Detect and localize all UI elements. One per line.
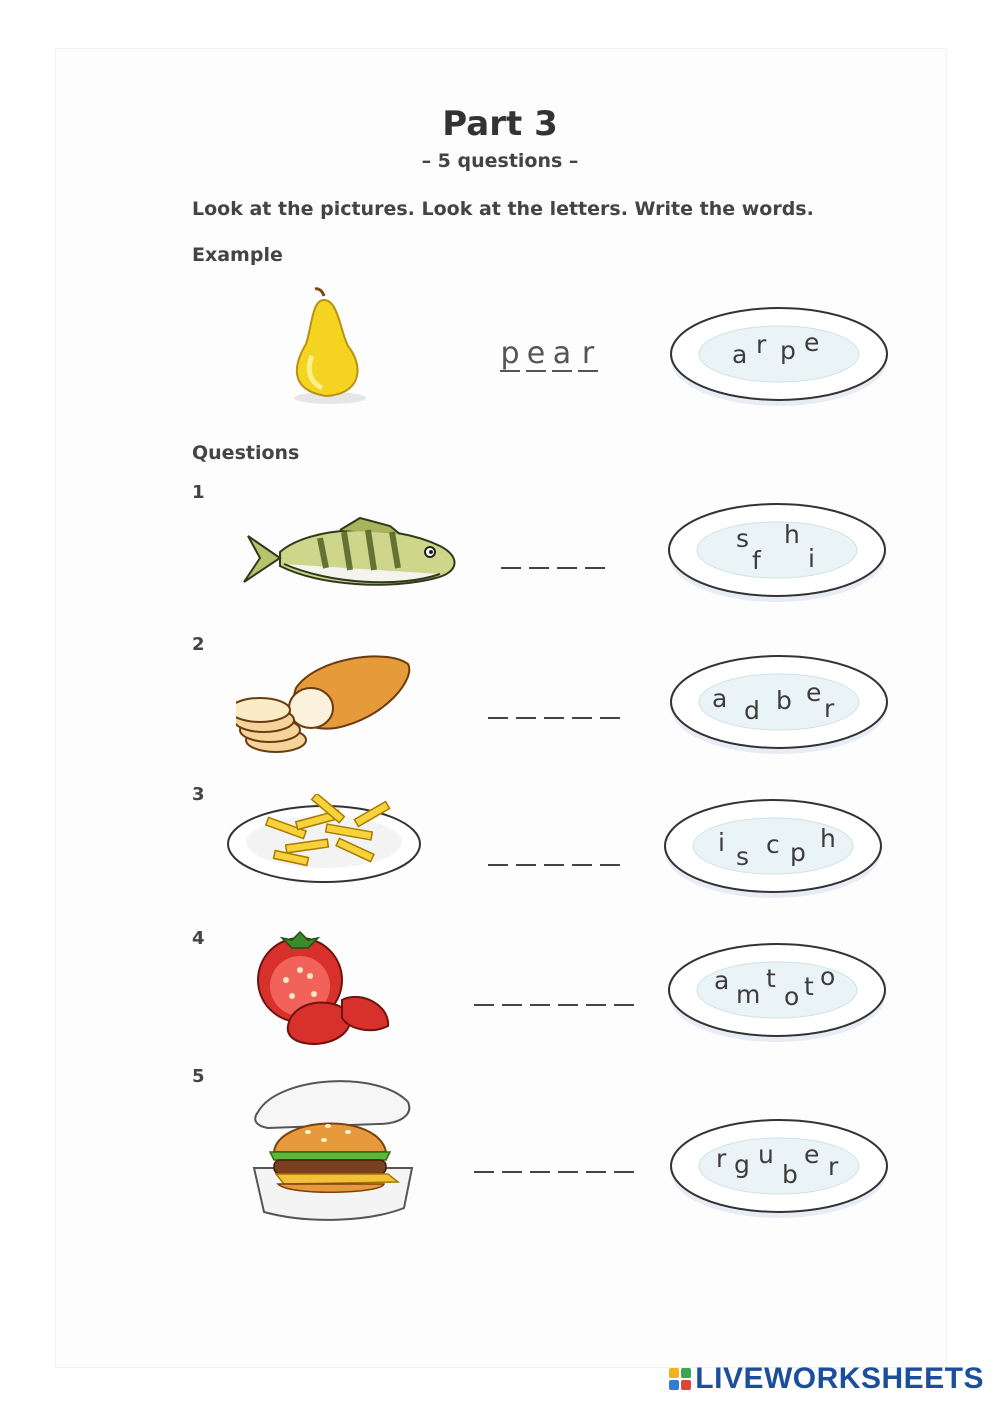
answer-blank[interactable] xyxy=(474,1171,494,1173)
brand-name: LIVEWORKSHEETS xyxy=(695,1362,984,1395)
chips-picture xyxy=(226,794,422,890)
answer-blank[interactable] xyxy=(600,717,620,719)
letter-plate: i s c p h xyxy=(662,792,884,900)
answer-blank[interactable] xyxy=(614,1004,634,1006)
answer-blank[interactable] xyxy=(529,567,549,569)
answer-blank[interactable] xyxy=(502,1171,522,1173)
questions-label: Questions xyxy=(192,442,300,464)
answer-blank[interactable] xyxy=(614,1171,634,1173)
question-number: 2 xyxy=(192,634,205,655)
answer-letter: r xyxy=(578,338,598,372)
example-label: Example xyxy=(192,244,283,266)
tomato-picture xyxy=(252,930,394,1052)
answer-letter: a xyxy=(552,336,572,371)
liveworksheets-logo xyxy=(669,1362,984,1396)
answer-blank[interactable] xyxy=(516,717,536,719)
answer-blank[interactable] xyxy=(488,717,508,719)
letter-plate: r g u b e r xyxy=(668,1112,890,1220)
answer-blanks[interactable] xyxy=(474,1171,634,1173)
answer-blanks[interactable] xyxy=(488,864,620,866)
answer-blank[interactable] xyxy=(544,717,564,719)
answer-blanks[interactable] xyxy=(501,567,605,569)
bread-picture xyxy=(236,648,416,770)
instructions: Look at the pictures. Look at the letters. Write the words. xyxy=(192,198,814,220)
letter-plate: a m t o t o xyxy=(666,936,888,1044)
answer-blank[interactable] xyxy=(530,1171,550,1173)
question-number: 3 xyxy=(192,784,205,805)
answer-blank[interactable] xyxy=(474,1004,494,1006)
answer-blank[interactable] xyxy=(600,864,620,866)
question-number: 5 xyxy=(192,1066,205,1087)
answer-letter: e xyxy=(526,336,546,371)
answer-blank[interactable] xyxy=(586,1171,606,1173)
answer-blank[interactable] xyxy=(544,864,564,866)
fish-picture xyxy=(240,512,465,601)
page-title: Part 3 xyxy=(442,104,558,144)
answer-blanks[interactable] xyxy=(474,1004,634,1006)
pear-picture xyxy=(282,286,372,410)
answer-blank[interactable] xyxy=(502,1004,522,1006)
answer-blank[interactable] xyxy=(585,567,605,569)
letter-plate: s f h i xyxy=(666,496,888,604)
letter-plate: a d b e r xyxy=(668,648,890,756)
answer-blank[interactable] xyxy=(530,1004,550,1006)
example-answer xyxy=(500,338,598,372)
answer-blanks[interactable] xyxy=(488,717,620,719)
page-subtitle: – 5 questions – xyxy=(421,150,579,172)
answer-blank[interactable] xyxy=(586,1004,606,1006)
liveworksheets-icon xyxy=(669,1368,691,1390)
answer-blank[interactable] xyxy=(501,567,521,569)
answer-blank[interactable] xyxy=(516,864,536,866)
question-number: 1 xyxy=(192,482,205,503)
answer-blank[interactable] xyxy=(572,717,592,719)
answer-letter: p xyxy=(500,336,520,371)
answer-blank[interactable] xyxy=(557,567,577,569)
question-number: 4 xyxy=(192,928,205,949)
answer-blank[interactable] xyxy=(558,1004,578,1006)
letter-plate-example: a r p e xyxy=(668,300,890,408)
answer-blank[interactable] xyxy=(572,864,592,866)
answer-blank[interactable] xyxy=(488,864,508,866)
answer-blank[interactable] xyxy=(558,1171,578,1173)
burger-picture xyxy=(248,1072,416,1228)
